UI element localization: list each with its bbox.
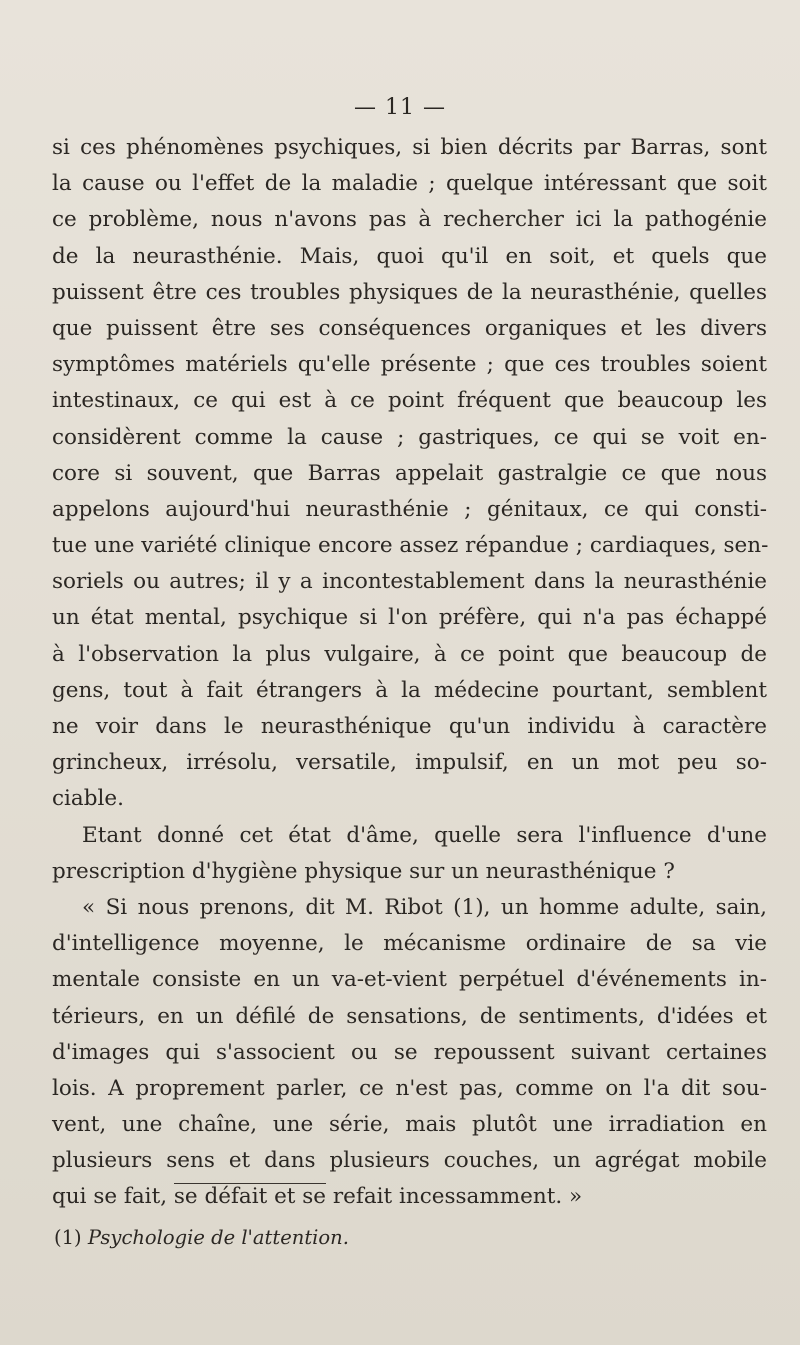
text-line: d'images qui s'associent ou se repoussent suivant certaines xyxy=(52,1039,767,1065)
text-line: core si souvent, que Barras appelait gastralgie ce que nous xyxy=(52,460,767,486)
text-line: considèrent comme la cause ; gastriques, ce qui se voit en- xyxy=(52,424,767,450)
text-line: ne voir dans le neurasthénique qu'un individu à caractère xyxy=(52,714,767,739)
text-line: mentale consiste en un va-et-vient perpétuel d'événements in- xyxy=(52,967,767,993)
text-line: grincheux, irrésolu, versatile, impulsif, en un mot peu so- xyxy=(52,750,767,776)
text-line: symptômes matériels qu'elle présente ; que ces troubles soient xyxy=(52,352,767,378)
text-line: Etant donné cet état d'âme, quelle sera l'influence d'une xyxy=(82,822,767,848)
text-line: intestinaux, ce qui est à ce point fréquent que beaucoup les xyxy=(52,388,767,414)
text-line: ce problème, nous n'avons pas à rechercher ici la pathogénie xyxy=(52,207,767,233)
text-line: qui se fait, se défait et se refait incessamment. » xyxy=(52,1184,583,1210)
text-line: tue une variété clinique encore assez répandue ; cardiaques, sen- xyxy=(52,533,769,559)
text-line: lois. A proprement parler, ce n'est pas, comme on l'a dit sou- xyxy=(52,1075,767,1101)
text-line: vent, une chaîne, une série, mais plutôt une irradiation en xyxy=(52,1112,767,1138)
text-line: la cause ou l'effet de la maladie ; quelque intéressant que soit xyxy=(52,171,767,197)
text-line: puissent être ces troubles physiques de la neurasthénie, quelles xyxy=(52,279,767,305)
footnote-separator xyxy=(174,1183,326,1184)
text-line: si ces phénomènes psychiques, si bien décrits par Barras, sont xyxy=(52,135,767,160)
text-line: ciable. xyxy=(52,786,124,812)
text-line: d'intelligence moyenne, le mécanisme ordinaire de sa vie xyxy=(52,931,767,957)
footnote-marker: (1) xyxy=(54,1226,82,1249)
text-line: plusieurs sens et dans plusieurs couches, un agrégat mobile xyxy=(52,1148,767,1174)
text-line: prescription d'hygiène physique sur un neurasthénique ? xyxy=(52,858,675,884)
text-line: térieurs, en un défilé de sensations, de sentiments, d'idées et xyxy=(52,1003,767,1029)
text-line: appelons aujourd'hui neurasthénie ; génitaux, ce qui consti- xyxy=(52,496,767,522)
text-line: soriels ou autres; il y a incontestablement dans la neurasthénie xyxy=(52,569,767,595)
text-line: « Si nous prenons, dit M. Ribot (1), un homme adulte, sain, xyxy=(82,894,767,920)
text-line: que puissent être ses conséquences organiques et les divers xyxy=(52,315,767,341)
text-line: un état mental, psychique si l'on préfère, qui n'a pas échappé xyxy=(52,605,767,631)
page-number: — 11 — xyxy=(354,95,446,120)
text-line: de la neurasthénie. Mais, quoi qu'il en soit, et quels que xyxy=(52,243,767,269)
text-line: gens, tout à fait étrangers à la médecine pourtant, semblent xyxy=(52,677,767,703)
body-text xyxy=(52,130,767,1216)
footnote-title: Psychologie de l'attention. xyxy=(87,1226,349,1249)
footnote xyxy=(54,1226,349,1249)
text-line: à l'observation la plus vulgaire, à ce point que beaucoup de xyxy=(52,641,767,667)
